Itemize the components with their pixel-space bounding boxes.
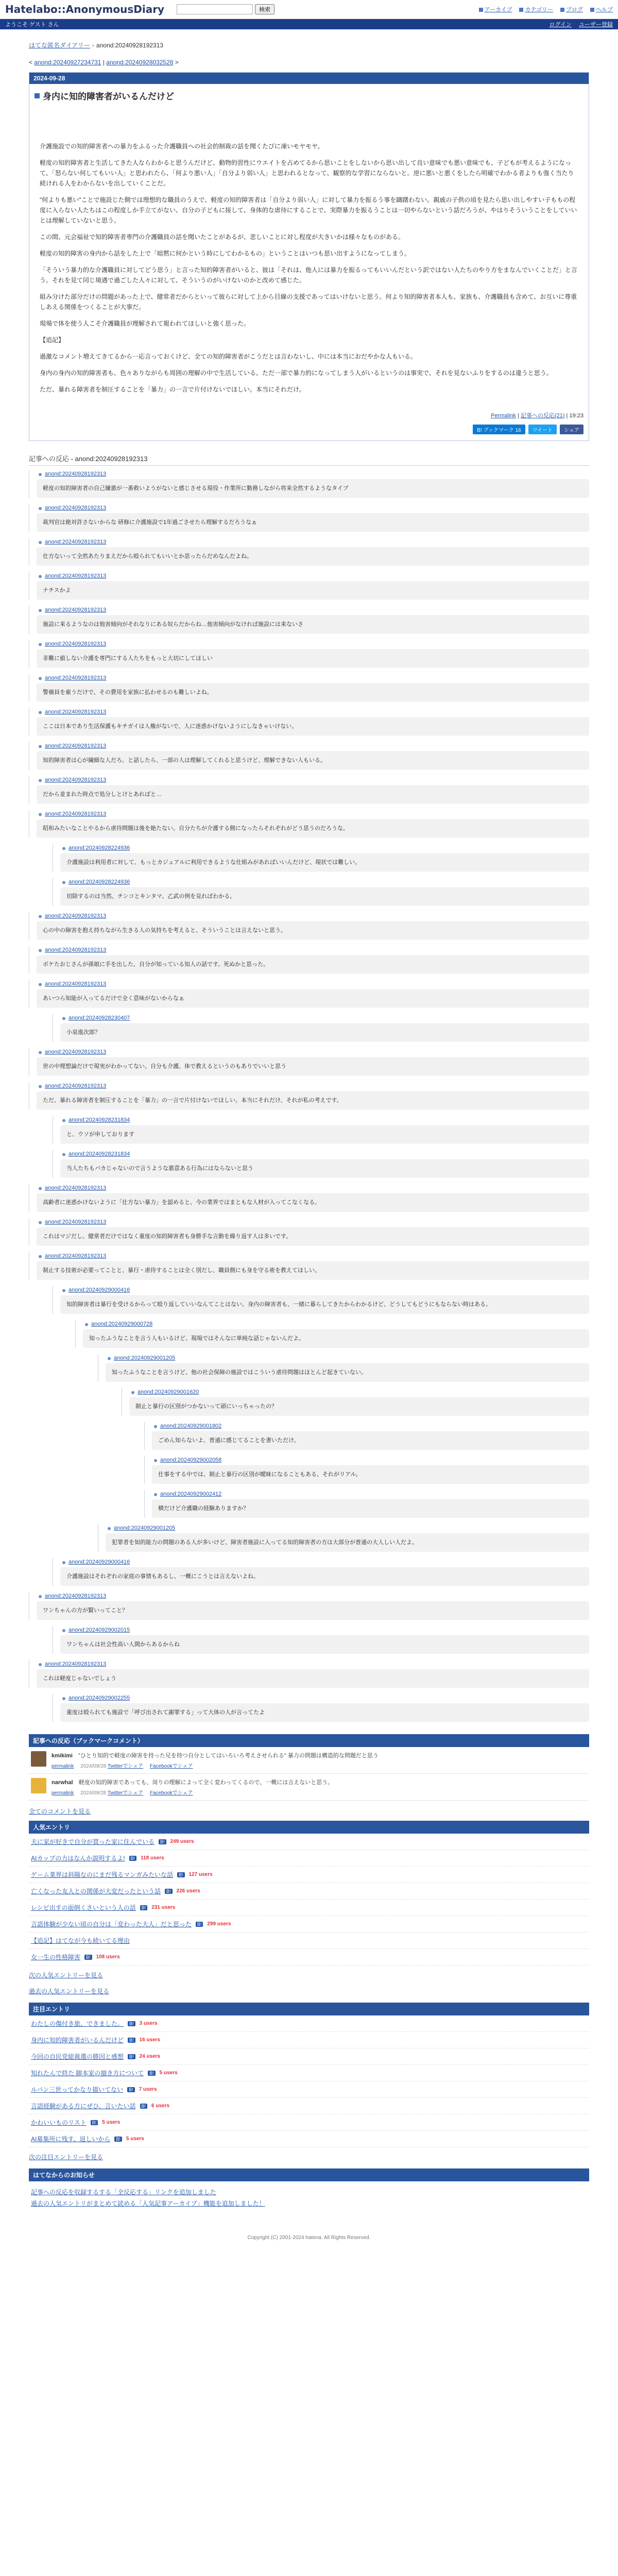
bookmark-comment — [29, 1747, 589, 1774]
response-tree — [29, 470, 589, 1722]
response-text: 警備員を雇うだけで、その費用を家族に払わせるのも難しいよね。 — [37, 683, 589, 702]
bookmark-count[interactable]: 299 users — [207, 1921, 231, 1927]
response-text: 知ったふうなことを言う人もいるけど、現場ではそんなに単純な話じゃないんだよ。 — [83, 1329, 589, 1348]
bookmark-count[interactable]: 127 users — [188, 1872, 213, 1877]
response-text: 知的障害者は暴行を受けるからって殴り返していいなんてことはない。身内の障害者も、一緒に暮らしてきたからわかるけど、どうしてもどうにもならない時はある。 — [60, 1295, 589, 1314]
response-item — [122, 1388, 589, 1416]
next-entry-link[interactable]: anond:20240928032528 — [106, 59, 174, 66]
prev-entry-link[interactable]: anond:20240927234731 — [34, 59, 101, 66]
past-popular-link[interactable]: 過去の人気エントリーを見る — [29, 1988, 110, 1995]
entry-list-link[interactable]: 夫に家が好きで自分が買った家に住んでいる — [31, 1838, 155, 1845]
response-item — [53, 1150, 589, 1178]
bookmark-icon: B! — [159, 1839, 166, 1844]
response-link[interactable]: anond:20240928192313 — [37, 505, 106, 511]
response-item — [29, 810, 589, 838]
response-text: 仕方ないって全然あたりまえだから殴られてもいいとか思ったらだめなんだよね。 — [37, 547, 589, 566]
notice-title: はてなからのお知らせ — [29, 2168, 589, 2181]
entry-list-item — [29, 1883, 589, 1900]
bookmark-permalink[interactable]: permalink — [52, 1764, 74, 1769]
top-links — [479, 5, 613, 13]
notice-list — [29, 2181, 589, 2214]
top-link-help-label[interactable]: ヘルプ — [596, 7, 613, 13]
bookmark-icon: B! — [84, 1955, 92, 1960]
top-link-blog-label[interactable]: ブログ — [566, 7, 583, 13]
bookmark-more — [29, 1807, 589, 1816]
response-item — [29, 1082, 589, 1110]
bookmark-icon: B! — [148, 2071, 156, 2076]
entry-list-item — [29, 2114, 589, 2131]
entry-paragraph: 組み分けた部分だけの問題があった上で、健常者だからといって彼らに対して上から目線の支援であってはいけないと思う。何より知的障害者本人も、家族も、介護職員も含めて、お互いに尊重しあえる関係をつくることが大事だ。 — [40, 293, 577, 311]
entry-paragraph: 現場で体を使う人こそ介護職員が理解されて報われてほしいと強く思った。 — [40, 320, 250, 327]
entry-date: 2024-09-28 — [29, 73, 589, 84]
all-comments-link[interactable]: 全てのコメントを見る — [29, 1808, 91, 1815]
site-logo[interactable] — [5, 3, 164, 15]
response-item — [29, 504, 589, 532]
entry-list-item — [29, 2131, 589, 2147]
bookmark-icon: B! — [128, 2054, 135, 2059]
entry-paragraph: 身内の身内の知的障害者も、色々ありながらも周囲の理解の中で生活している。ただ一部で暴力的になってしまう人がいるというのは事実で、それを見ないふりをするのは違うと思う。 — [40, 369, 553, 377]
notable-list — [29, 2015, 589, 2147]
bookmark-comment-body — [52, 1751, 379, 1769]
entry-paragraph: 軽度の知的障害の身内から話をした上で「暗黙に何かという時にしてわかるもの」ということはいつも思い出すようになってしまう。 — [40, 250, 411, 257]
avatar[interactable] — [31, 1778, 46, 1793]
bookmark-count[interactable]: 7 users — [139, 2087, 157, 2092]
response-text: あいつら知能が入ってるだけで全く意味がないからなぁ — [37, 989, 589, 1008]
entry-list-item — [29, 1933, 589, 1949]
response-item — [144, 1456, 589, 1484]
response-link[interactable]: anond:20240929000728 — [83, 1321, 152, 1327]
login-link[interactable]: ログイン — [549, 22, 572, 28]
bookmark-count[interactable]: 249 users — [170, 1839, 194, 1844]
response-text: ワンちゃんは社会性高い人間からあるからね — [60, 1635, 589, 1654]
footer-divider: | — [566, 413, 570, 419]
entry-list-item — [29, 2081, 589, 2098]
response-text: ごめん知らないよ、普通に感じてることを書いただけ。 — [152, 1431, 589, 1450]
response-item — [29, 1184, 589, 1212]
entry-body — [29, 104, 589, 411]
response-link[interactable]: anond:20240929001205 — [106, 1525, 175, 1531]
footer-divider: | — [518, 413, 521, 419]
bookmark-count[interactable]: 24 users — [139, 2054, 161, 2059]
response-link[interactable]: anond:20240929001620 — [129, 1389, 199, 1395]
logo-sub: AnonymousDiary — [65, 3, 165, 15]
bookmark-icon: B! — [140, 1905, 148, 1910]
response-link[interactable]: anond:20240928192313 — [37, 709, 106, 715]
response-text: 昭和みたいなことやるから虐待問題は後を絶たない。自分たちが介護する側になったらそれぞれがどう思うのだろうな。 — [37, 819, 589, 838]
response-text: 高齢者に迷惑かけないように「仕方ない暴力」を認めると、今の業界ではまともな人材が入ってこなくなる。 — [37, 1193, 589, 1212]
entry-list-item — [29, 1949, 589, 1965]
responses-title: 記事への反応 - anond:20240928192313 — [29, 453, 589, 466]
response-text: 仕事をする中では、制止と暴行の区別が曖昧になることもある、それがリアル。 — [152, 1465, 589, 1484]
response-text: 介護施設はそれぞれの家庭の事情もあるし、一概にこうとは言えないよね。 — [60, 1567, 589, 1586]
entry-list-item — [29, 1850, 589, 1867]
entry-paragraph: 軽度の知的障害者と生活してきた人ならわかると思うんだけど、動物的習性にウエイトを占めてるから思いことをしないから思い出して良い意味でも悪い意味でも、子どもが考えるようになって、「怒らない何してもいい人」と思われたら、「何より悪い人」「自分より弱い人」と思われるとなって、観察的な学習にならないと。逆に悪いと悪くをしたら明確でわかる者よりも強く当たり続けれる人をわからないを出していくことだ。 — [40, 159, 574, 187]
bookmark-user[interactable]: narwhal — [52, 1780, 73, 1786]
response-link[interactable]: anond:20240928192313 — [37, 743, 106, 749]
entry-list-link[interactable]: 【追記】はてなが今も続いてる理由 — [31, 1937, 130, 1944]
response-text: 知ったふうなことを言うけど、他の社会保障の施設ではこういう虐待問題はほとんど起きていない。 — [106, 1363, 589, 1382]
logo-separator: :: — [57, 3, 66, 15]
response-item — [75, 1320, 589, 1348]
response-text: 小泉進次郎？ — [60, 1023, 589, 1042]
bookmark-comments-title: 記事への反応（ブックマークコメント） — [29, 1734, 589, 1747]
nav-open-angle: < — [29, 59, 35, 66]
entry-paragraph: ただ、暴れる障害者を制圧することを「暴力」の一言で片付けないでほしい。本当にそれだけ。 — [40, 386, 305, 393]
top-link-help[interactable] — [590, 5, 613, 13]
notice-link[interactable]: 記事への反応を収録するする「全反応する」リンクを追加しました — [31, 2189, 216, 2196]
entry-list-item — [29, 1900, 589, 1916]
response-text: 世の中理想論だけで現実がわかってない。自分も介護、体で教えるというのもありでいいと思う — [37, 1057, 589, 1076]
response-item — [53, 1014, 589, 1042]
response-item — [29, 980, 589, 1008]
response-text: 施設に来るようなのは他害傾向がそれなりにある奴らだからね…他害傾向がなければ施設には来ないさ — [37, 615, 589, 634]
response-item — [29, 776, 589, 804]
response-item — [53, 844, 589, 872]
facebook-share-button[interactable]: シェア — [560, 425, 583, 434]
response-item — [53, 1558, 589, 1586]
hatena-notices — [29, 2168, 589, 2214]
response-item — [53, 1116, 589, 1144]
user-links — [550, 20, 613, 28]
bookmark-user[interactable]: kmikimi — [52, 1753, 73, 1759]
response-item — [29, 572, 589, 600]
popular-title: 人気エントリ — [29, 1821, 589, 1834]
response-item — [29, 470, 589, 498]
entry-list-link[interactable]: AIカップの力はなんか説明するよ! — [31, 1855, 125, 1862]
top-link-archive-label[interactable]: アーカイブ — [484, 7, 512, 13]
response-text: ナチスかよ — [37, 581, 589, 600]
entry-list-link[interactable]: かわいいものリスト — [31, 2119, 87, 2126]
nav-close-angle: > — [173, 59, 179, 66]
bookmark-comment-text: "ひとり知的で軽度の障害を持った兄を持つ自分としてはいろいろ考えさせられる" 暴力の問題は構造的な問題だと思う — [78, 1753, 379, 1759]
bookmark-count[interactable]: 5 users — [102, 2120, 121, 2125]
entry-list-item — [29, 2032, 589, 2048]
response-item — [98, 1354, 589, 1382]
popular-entries — [29, 1821, 589, 1995]
response-link[interactable]: anond:20240928192313 — [37, 471, 106, 477]
response-text: これは軽度じゃないでしょう — [37, 1669, 589, 1688]
response-item — [29, 538, 589, 566]
response-item — [53, 1626, 589, 1654]
response-text: 制止と暴行の区別がつかないって頭にいっちゃったの？ — [129, 1397, 589, 1416]
response-text: 軽度の知的障害者の自己嫌悪が一番救いようがないと感じさせる現役・作業所に勤務しながら将来全然するようなタイプ — [37, 479, 589, 498]
response-text: だから並まれた時点で処分しとけとあればと… — [37, 785, 589, 804]
top-link-blog[interactable] — [560, 5, 583, 13]
bookmark-meta — [52, 1788, 333, 1796]
comments-link[interactable]: 記事への反応(21) — [520, 413, 565, 419]
response-link[interactable]: anond:20240928192313 — [37, 913, 106, 919]
breadcrumb-current: anond:20240928192313 — [96, 42, 164, 49]
response-link[interactable]: anond:20240929002058 — [152, 1457, 221, 1463]
response-item — [29, 946, 589, 974]
bookmark-twitter-share[interactable]: Twitterでシェア — [107, 1790, 144, 1796]
response-text: 裁判官は絶対許さないからな 研修に介護施設で1年過ごさせたら理解するだろうなぁ — [37, 513, 589, 532]
entry-paragraph: 「そういう暴力的な介護職員に対してどう思う」と言った知的障害者がいると、彼は「それは、他人には暴力を振るってもいいんだという訳ではない人たちのやり方をまなんでいくことだ」と言う。それを見て同じ境遇で過ごした人々に対して、そういうのがいけないのかと改めて感じた。 — [40, 266, 578, 284]
bookmark-icon: B! — [127, 2087, 135, 2092]
search-input[interactable] — [177, 4, 253, 14]
bookmark-facebook-share[interactable]: Facebookでシェア — [149, 1790, 193, 1796]
bookmark-icon: B! — [128, 2021, 135, 2026]
breadcrumb — [29, 41, 589, 49]
response-link[interactable]: anond:20240928192313 — [37, 1253, 106, 1259]
nav-divider: | — [101, 59, 107, 66]
square-icon — [35, 93, 40, 98]
response-link[interactable]: anond:20240928224936 — [60, 879, 130, 885]
response-text: 知的障害者は心が繊細な人だろ。と話したら、一部の人は理解してくれると思うけど、理解できない人もいる。 — [37, 751, 589, 770]
entry-list-link[interactable]: AI募集所に残す、返しいから — [31, 2136, 111, 2143]
entry-time: 19:23 — [569, 413, 583, 419]
bookmark-count[interactable]: 5 users — [126, 2136, 144, 2142]
square-icon — [519, 8, 523, 12]
user-bar — [0, 19, 618, 29]
top-link-archive[interactable] — [479, 5, 512, 13]
bookmark-comment-text: 軽度の知的障害であっても、周りの理解によって全く変わってくるので、一概には言えないと思う。 — [78, 1780, 334, 1786]
bookmark-count[interactable]: 226 users — [176, 1888, 200, 1894]
hatena-bookmark-button[interactable]: B! ブックマーク 16 — [473, 425, 525, 434]
top-link-category[interactable] — [519, 5, 553, 13]
response-link[interactable]: anond:20240928192313 — [37, 1083, 106, 1089]
popular-more-link[interactable]: 次の人気エントリーを見る — [29, 1972, 104, 1979]
response-text: 横だけど介護職の経験ありますか？ — [152, 1499, 589, 1518]
response-link[interactable]: anond:20240928192313 — [37, 1219, 106, 1225]
response-text: 当人たちもバカじゃないので言うような悪意ある行為にはならないと思う — [60, 1159, 589, 1178]
entry-list-link[interactable]: わたしの傷付き旅、できました。 — [31, 2020, 124, 2027]
entry-title-row — [29, 84, 589, 104]
notable-entries — [29, 2003, 589, 2161]
response-link[interactable]: anond:20240928224936 — [60, 845, 130, 851]
response-item — [53, 878, 589, 906]
entry-list-item — [29, 1916, 589, 1933]
avatar[interactable] — [31, 1751, 46, 1767]
bookmark-count[interactable]: 6 users — [151, 2103, 170, 2109]
entry-list-link[interactable]: 今回の自民党総裁選の勝因と感想 — [31, 2053, 124, 2060]
entry-list-link[interactable]: 亡くなった友人との関係が大変だったという話 — [31, 1888, 161, 1895]
bookmark-count[interactable]: 5 users — [159, 2070, 178, 2076]
share-buttons — [29, 425, 589, 440]
bookmark-icon: B! — [91, 2120, 98, 2125]
bookmark-icon: B! — [165, 1889, 173, 1894]
bookmark-count[interactable]: 118 users — [141, 1855, 164, 1861]
response-text: と、ウソが申しております — [60, 1125, 589, 1144]
response-link[interactable]: anond:20240928192313 — [37, 675, 106, 681]
welcome-text: ようこそ ゲスト さん — [5, 22, 59, 28]
entry — [29, 72, 589, 441]
entry-list-link[interactable]: ルパン三世ってかなり描いてない — [31, 2086, 124, 2093]
bookmark-count[interactable]: 108 users — [96, 1954, 120, 1960]
response-link[interactable]: anond:20240929000416 — [60, 1559, 130, 1565]
response-link[interactable]: anond:20240928231834 — [60, 1151, 130, 1157]
popular-more-links — [29, 1971, 589, 1995]
response-link[interactable]: anond:20240929001205 — [106, 1355, 175, 1361]
response-link[interactable]: anond:20240928192313 — [37, 947, 106, 953]
breadcrumb-separator: › — [92, 42, 94, 49]
search-button[interactable]: 検索 — [255, 4, 274, 14]
entry-list-link[interactable]: 身内に知的障害者がいるんだけど — [31, 2037, 124, 2044]
response-item — [144, 1490, 589, 1518]
response-text: 心の中の障害を抱え持ちながら生きる人の気持ちを考えると、そういうことは言えないと思う。 — [37, 921, 589, 940]
bookmark-permalink[interactable]: permalink — [52, 1790, 74, 1796]
entry-paragraph: この間、元会福祉で知的障害者専門の介護職員の話を聞いたことがあるが、悲しいことに対し程度が大きいかは様々なものがある。 — [40, 233, 405, 241]
bookmark-icon: B! — [114, 2137, 122, 2142]
bookmark-meta — [52, 1761, 379, 1769]
entry-list-item — [29, 1867, 589, 1883]
bookmark-count[interactable]: 231 users — [151, 1905, 176, 1910]
response-item — [29, 1218, 589, 1246]
entry-list-item — [29, 2015, 589, 2032]
response-text: これはマジだし、健常者だけではなく重度の知的障害者も身勝手な言動を繰り返す人は多いです。 — [37, 1227, 589, 1246]
entry-list-item — [29, 2048, 589, 2065]
response-link[interactable]: anond:20240929002255 — [60, 1695, 130, 1701]
top-link-category-label[interactable]: カテゴリー — [525, 7, 553, 13]
permalink[interactable]: Permalink — [491, 413, 516, 419]
entry-list-link[interactable]: 女一生の性格障害 — [31, 1954, 81, 1961]
response-item — [29, 1660, 589, 1688]
response-item — [29, 1252, 589, 1280]
copyright: Copyright (C) 2001-2024 hatena. All Rights Reserved. — [247, 2235, 371, 2241]
response-text: 介護施設は利用者に対して、もっとカジュアルに利用できるような仕組みがあればいいんだけど、現状では難しい。 — [60, 853, 589, 872]
site-search — [177, 4, 274, 14]
response-link[interactable]: anond:20240928192313 — [37, 981, 106, 987]
response-item — [144, 1422, 589, 1450]
response-text: 犯罪者を知的能力の問題のある人が多いけど、障害者施設に入ってる知的障害者の方は大部分が普通の大人しい人だよ。 — [106, 1533, 589, 1552]
response-link[interactable]: anond:20240928192313 — [37, 1049, 106, 1055]
response-item — [29, 708, 589, 736]
response-text: ワンちゃんの方が賢いってこと？ — [37, 1601, 589, 1620]
notable-more-links — [29, 2153, 589, 2161]
bookmark-facebook-share[interactable]: Facebookでシェア — [149, 1764, 193, 1769]
response-link[interactable]: anond:20240928192313 — [37, 539, 106, 545]
response-link[interactable]: anond:20240929002412 — [152, 1491, 221, 1497]
bookmark-icon: B! — [129, 1856, 137, 1861]
entry-list-link[interactable]: 言語経験がある方にぜひ、言いたい話 — [31, 2103, 136, 2110]
bookmark-count[interactable]: 3 users — [139, 2021, 158, 2026]
response-link[interactable]: anond:20240929001802 — [152, 1423, 221, 1429]
entry-list-link[interactable]: レシピ出すの面倒くさいという人の話 — [31, 1904, 136, 1911]
entry-list-link[interactable]: 知れたんで終た 脚本家の描き方について — [31, 2070, 144, 2077]
response-item — [98, 1524, 589, 1552]
popular-list — [29, 1834, 589, 1965]
square-icon — [479, 8, 483, 12]
tweet-button[interactable]: ツイート — [528, 425, 557, 434]
response-link[interactable]: anond:20240929000416 — [60, 1287, 130, 1293]
top-bar — [0, 0, 618, 19]
response-item — [29, 640, 589, 668]
square-icon — [560, 8, 564, 12]
notable-more-link[interactable]: 次の注目エントリーを見る — [29, 2154, 104, 2161]
main-content — [0, 41, 618, 2241]
entry-paragraph: 過激なコメント増えてきてるから一応言っておくけど、全ての知的障害者がこうだとは言わないし、中には本当におだやかな人もいる。 — [40, 353, 417, 360]
response-link[interactable]: anond:20240928230407 — [60, 1015, 130, 1021]
bookmark-icon: B! — [128, 2038, 135, 2043]
response-link[interactable]: anond:20240928192313 — [37, 1185, 106, 1191]
entry-footer — [29, 411, 589, 425]
bookmark-twitter-share[interactable]: Twitterでシェア — [107, 1764, 144, 1769]
bookmark-icon: B! — [140, 2104, 148, 2109]
entry-paragraph: 介護施設での知的障害者への暴力をふるった介護職員への社会的制裁の話を聞くたびに凍いモヤモヤ。 — [40, 143, 324, 150]
response-text: 重度は殴られても施設で「呼び出されて謝罪する」って大体の人が言ってたよ — [60, 1703, 589, 1722]
response-item — [29, 1048, 589, 1076]
response-link[interactable]: anond:20240928192313 — [37, 1661, 106, 1667]
entry-list-item — [29, 1834, 589, 1850]
response-text: 非難に値しない介護を専門にする人たちをもっと大切にしてほしい — [37, 649, 589, 668]
response-link[interactable]: anond:20240928192313 — [37, 1593, 106, 1599]
bookmark-icon: B! — [196, 1922, 203, 1927]
entry-paragraph: 【追記】 — [40, 336, 65, 344]
response-link[interactable]: anond:20240928192313 — [37, 607, 106, 613]
entry-list-item — [29, 2065, 589, 2081]
response-link[interactable]: anond:20240928192313 — [37, 811, 106, 817]
notice-link[interactable]: 過去の人気エントリがまとめて読める「人気記事アーカイブ」機能を追加しました！ — [31, 2200, 265, 2207]
entry-paragraph: "何よりも悪い"ことで施設じた側では理想的な職員のうえで、軽度の知的障害者は「自分より弱い人」に対して暴力を振るう事を躊躇わない。親戚の子供の頃を見たら思い出しやすい子ももの程度に入らない人たちはこの程度しか手立てがない、自分の子どもに接して、身体的な虐待にすることで、実際暴力を振るうことは一切やらないという話だろうが、やはりそういうことをしていいとは理解していないと思う。 — [40, 196, 577, 224]
response-item — [29, 1592, 589, 1620]
logo-main: Hatelabo — [5, 3, 58, 15]
bookmark-date: 2024/09/28 — [80, 1764, 107, 1769]
notable-title: 注目エントリ — [29, 2003, 589, 2015]
response-text: 切除するのは当然、チンコとキンタマ。乙武の例を見ればわかる。 — [60, 887, 589, 906]
bookmark-icon: B! — [177, 1872, 185, 1877]
entry-list-link[interactable]: ゲーム業界は斜陽なのにまだ残るマンガみたいな話 — [31, 1871, 174, 1878]
entry-list-item — [29, 2098, 589, 2114]
bookmark-date: 2024/09/28 — [80, 1790, 107, 1796]
bookmark-comment-body — [52, 1778, 333, 1796]
response-item — [29, 674, 589, 702]
entry-title[interactable]: 身内に知的障害者がいるんだけど — [43, 92, 174, 101]
bookmark-count[interactable]: 16 users — [139, 2037, 161, 2043]
response-item — [53, 1286, 589, 1314]
response-item — [29, 606, 589, 634]
response-text: ここは日本であり生活保護もキチガイは人権がないで、人に迷惑かけないようにしなきゃいけない。 — [37, 717, 589, 736]
response-link[interactable]: anond:20240928192313 — [37, 777, 106, 783]
response-item — [29, 742, 589, 770]
response-link[interactable]: anond:20240928231834 — [60, 1117, 130, 1123]
response-text: ただ、暴れる障害者を制圧することを「暴力」の一言で片付けないでほしい。本当にそれだけ、それが私の考えです。 — [37, 1091, 589, 1110]
bookmark-comment — [29, 1774, 589, 1801]
response-text: 制止する技術が必要ってことと、暴行・虐待することは全く別だし、職員側にも身を守る術を教えてほしい。 — [37, 1261, 589, 1280]
response-link[interactable]: anond:20240928192313 — [37, 573, 106, 579]
bookmark-comments — [29, 1734, 589, 1816]
response-text: ボケたおじさんが孫娘に手を出した、自分が知っている知人の話です。死ぬかと思った。 — [37, 955, 589, 974]
response-link[interactable]: anond:20240929002015 — [60, 1627, 130, 1633]
square-icon — [590, 8, 594, 12]
entry-list-link[interactable]: 言語体験が少ない頃の自分は「変わった大人」だと思った — [31, 1921, 192, 1928]
response-link[interactable]: anond:20240928192313 — [37, 641, 106, 647]
entry-nav — [29, 59, 589, 66]
response-item — [53, 1694, 589, 1722]
breadcrumb-top[interactable]: はてな匿名ダイアリー — [29, 42, 90, 49]
register-link[interactable]: ユーザー登録 — [579, 22, 613, 28]
response-item — [29, 912, 589, 940]
